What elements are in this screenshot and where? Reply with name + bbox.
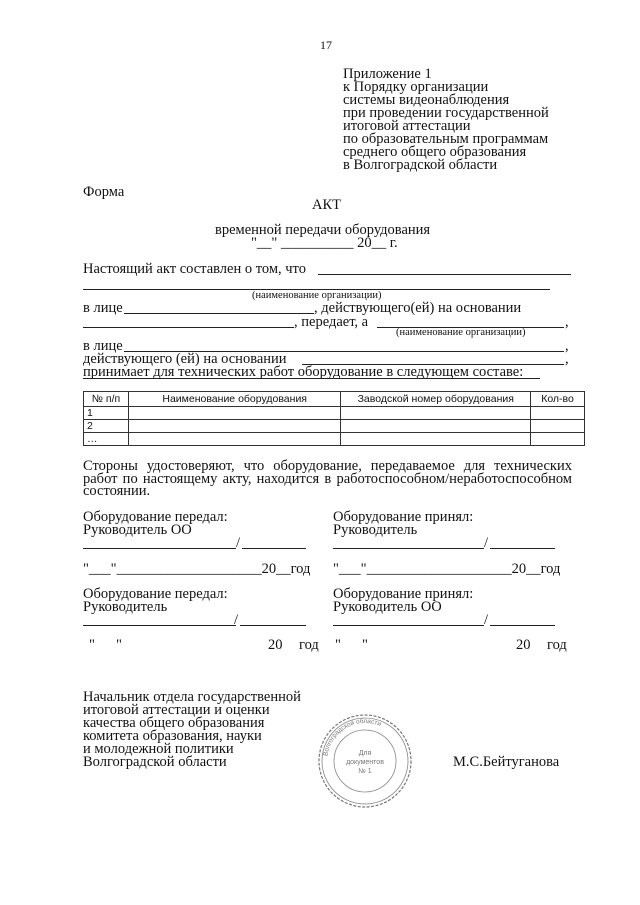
caption-org: (наименование организации): [252, 290, 382, 301]
slash: /: [484, 535, 489, 551]
sign2-left-date-q2: ": [116, 637, 122, 653]
stamp-center-line: документов: [346, 759, 384, 766]
act-date-line: "__" __________ 20__ г.: [251, 235, 398, 251]
sign2-left-name-line[interactable]: [240, 625, 306, 626]
acting-basis-label: , действующего(ей) на основании: [314, 300, 522, 316]
appendix-line: при проведении государственной: [343, 105, 549, 121]
accepts-underline: [83, 378, 540, 379]
table-cell: …: [84, 433, 129, 446]
basis-fill-line: [83, 327, 294, 328]
table-row: [84, 407, 585, 420]
signer-line: комитета образования, науки: [83, 728, 262, 744]
sign1-left-title: Оборудование передал:: [83, 509, 228, 525]
sign2-right-role: Руководитель ОО: [333, 599, 442, 615]
sign1-right-role: Руководитель: [333, 522, 418, 538]
sign1-left-date: "___"____________________20__год: [83, 561, 311, 577]
table-cell[interactable]: [128, 407, 341, 420]
signer-name: М.С.Бейтуганова: [453, 754, 560, 770]
body-line-1: Настоящий акт составлен о том, что: [83, 261, 306, 277]
table-header: Наименование оборудования: [128, 392, 341, 407]
sign1-right-date: "___"____________________20__год: [333, 561, 561, 577]
appendix-line: итоговой аттестации: [343, 118, 471, 134]
appendix-line: к Порядку организации: [343, 79, 489, 95]
slash: /: [234, 612, 239, 628]
table-cell[interactable]: [341, 420, 531, 433]
table-cell[interactable]: [531, 420, 585, 433]
sign2-right-title: Оборудование принял:: [333, 586, 474, 602]
appendix-line: Приложение 1: [343, 66, 432, 82]
stamp-center-line: Для: [358, 750, 372, 757]
signer-line: итоговой аттестации и оценки: [83, 702, 270, 718]
sign2-left-title: Оборудование передал:: [83, 586, 228, 602]
sign2-left-date-q1: ": [89, 637, 95, 653]
sign2-right-name-line[interactable]: [490, 625, 555, 626]
stamp-ring-text: Волгоградской области: [322, 717, 383, 757]
table-cell[interactable]: [341, 433, 531, 446]
table-cell: 2: [84, 420, 129, 433]
table-cell[interactable]: [341, 407, 531, 420]
sign1-left-name-line[interactable]: [242, 548, 306, 549]
act-subtitle: временной передачи оборудования: [215, 222, 431, 238]
sign2-right-date-q1: ": [335, 637, 341, 653]
table-cell[interactable]: [531, 407, 585, 420]
sign2-right-date-q2: ": [362, 637, 368, 653]
in-person-label: в лице: [83, 300, 123, 316]
statement-line: работ по настоящему акту, находится в работоспособном/неработоспособном: [83, 471, 572, 487]
table-header: № п/п: [84, 392, 129, 407]
sign1-left-sig-line[interactable]: [83, 548, 236, 549]
comma: ,: [565, 314, 569, 330]
in-person-label-2: в лице: [83, 338, 123, 354]
official-stamp: [317, 713, 413, 809]
person-fill-line: [124, 313, 314, 314]
org-fill-line: [318, 274, 571, 275]
act-title: АКТ: [312, 197, 341, 213]
transfers-label: , передает, а: [294, 314, 369, 330]
table-header-row: [84, 392, 585, 407]
sign2-left-date-god: год: [299, 637, 319, 653]
accepts-label: принимает для технических работ оборудование в следующем составе:: [83, 364, 524, 380]
appendix-line: в Волгоградской области: [343, 157, 498, 173]
page-number: 17: [320, 38, 332, 52]
appendix-line: системы видеонаблюдения: [343, 92, 510, 108]
table-row: [84, 433, 585, 446]
caption-org-2: (наименование организации): [396, 327, 526, 338]
table-cell: 1: [84, 407, 129, 420]
signer-line: качества общего образования: [83, 715, 265, 731]
comma: ,: [565, 351, 569, 367]
table-cell[interactable]: [128, 433, 341, 446]
sign2-left-role: Руководитель: [83, 599, 168, 615]
table-header: Кол-во: [531, 392, 585, 407]
table-cell[interactable]: [531, 433, 585, 446]
appendix-line: по образовательным программам: [343, 131, 549, 147]
svg-text:Волгоградской области: [322, 717, 382, 757]
table-cell[interactable]: [128, 420, 341, 433]
stamp-center-line: № 1: [358, 768, 372, 775]
equipment-table: [83, 391, 585, 446]
sign2-left-date-year: 20: [268, 637, 283, 653]
acting-basis-label-2: действующего (ей) на основании: [83, 351, 287, 367]
slash: /: [236, 535, 241, 551]
slash: /: [484, 612, 489, 628]
form-label: Форма: [83, 184, 125, 200]
statement-line: Стороны удостоверяют, что оборудование, передаваемое для технических: [83, 458, 572, 474]
sign1-right-sig-line[interactable]: [333, 548, 484, 549]
signer-line: Волгоградской области: [83, 754, 227, 770]
sign1-right-title: Оборудование принял:: [333, 509, 474, 525]
sign2-right-sig-line[interactable]: [333, 625, 484, 626]
table-row: [84, 420, 585, 433]
sign2-right-date-year: 20: [516, 637, 531, 653]
signer-line: Начальник отдела государственной: [83, 689, 301, 705]
sign1-right-name-line[interactable]: [490, 548, 555, 549]
signer-line: и молодежной политики: [83, 741, 234, 757]
sign1-left-role: Руководитель ОО: [83, 522, 192, 538]
table-header: Заводской номер оборудования: [341, 392, 531, 407]
statement-line: состоянии.: [83, 483, 151, 499]
sign2-right-date-god: год: [547, 637, 567, 653]
sign2-left-sig-line[interactable]: [83, 625, 236, 626]
comma: ,: [565, 338, 569, 354]
appendix-line: среднего общего образования: [343, 144, 527, 160]
